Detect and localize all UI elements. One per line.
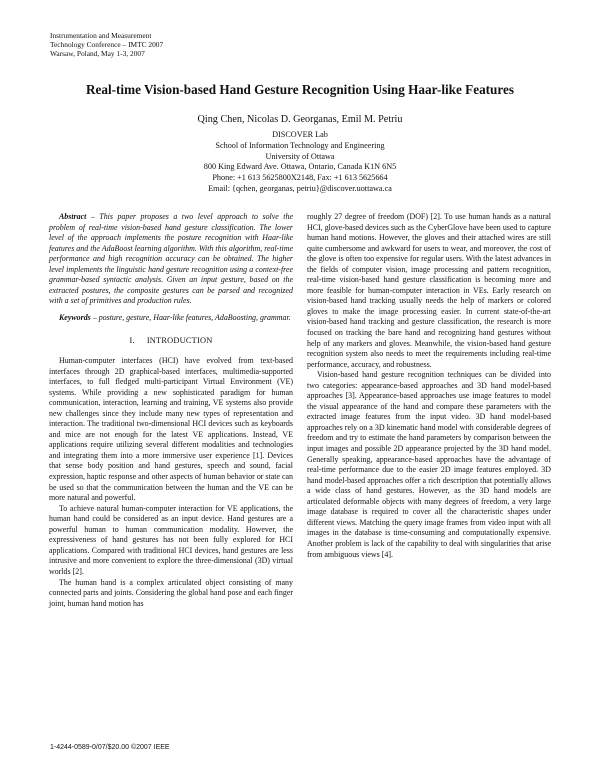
email: Email: {qchen, georganas, petriu}@discover.uottawa.ca xyxy=(208,183,392,193)
conference-line: Instrumentation and Measurement xyxy=(50,31,152,40)
keywords xyxy=(49,313,293,324)
keywords-label: Keywords xyxy=(59,312,91,322)
keywords-text: – posture, gesture, Haar-like features, AdaBoosting, grammar. xyxy=(90,312,291,322)
authors: Qing Chen, Nicolas D. Georganas, Emil M. Petriu xyxy=(197,114,403,125)
paragraph: To achieve natural human-computer interaction for VE applications, the human hand could be considered as an input device. Hand gestures are a powerful human to human communication modality. However, the expressiveness of hand gestures has not been fully explored for HCI applications. Compared with traditional HCI devices, hand gestures are less intrusive and more convenient to explore the three-dimensional (3D) virtual worlds [2]. xyxy=(49,503,293,576)
lab-name: DISCOVER Lab xyxy=(272,130,328,139)
abstract-text: – This paper proposes a two level approach to solve the problem of real-time vision-based hand gesture classification. The lower level of the approach implements the posture recognition with Haar-like features and the AdaBoost learning algorithm. With this algorithm, real-time performance and high recognition accuracy can be obtained. The higher level implements the linguistic hand gesture recognition using a context-free grammar-based syntactic analysis. Given an input gesture, based on the extracted postures, the composite gestures can be parsed and recognized with a set of primitives and production rules. xyxy=(49,212,293,306)
paragraph: roughly 27 degree of freedom (DOF) [2]. To use human hands as a natural HCI, glove-based devices such as the CyberGlove have been used to capture human hand motions. However, the gloves and their attached wires are still quite cumbersome and awkward for users to wear, and moreover, the cost of the glove is often too expensive for regular users. With the latest advances in the fields of computer vision, image processing and pattern recognition, real-time vision-based hand gesture classification is becoming more and more feasible for human-computer interaction in VEs. Early research on vision-based hand tracking usually needs the help of markers or colored gloves to make the image processing easier. In current state-of-the-art vision-based hand tracking and gesture classification, the research is more focused on tracking the bare hand and recognizing hand gestures without help of any markers and gloves. Meanwhile, the vision-based hand gesture recognition system also needs to meet the requirements including real-time performance, accuracy, and robustness. xyxy=(307,212,551,369)
copyright-footer: 1-4244-0589-0/07/$20.00 ©2007 IEEE xyxy=(50,744,170,751)
school-name: School of Information Technology and Engineering xyxy=(215,140,385,150)
paragraph: The human hand is a complex articulated object consisting of many connected parts and joints. Considering the global hand pose and each finger joint, human hand motion has xyxy=(49,577,293,608)
left-column xyxy=(49,212,293,609)
abstract-label: Abstract xyxy=(59,212,87,221)
conference-info xyxy=(50,31,163,58)
address: 800 King Edward Ave. Ottawa, Ontario, Canada K1N 6N5 xyxy=(203,162,397,172)
section-number: I. xyxy=(129,336,135,346)
conference-line: Technology Conference – IMTC 2007 xyxy=(50,40,164,49)
paragraph: Human-computer interfaces (HCI) have evolved from text-based interfaces through 2D graphical-based interfaces, multimedia-supported interfaces, to full fledged multi-participant Virtual Environment (VE) systems. While providing a new sophisticated paradigm for human communication, interaction, learning and training, VE systems also provide new challenges since they include many new types of representation and interaction. The traditional two-dimensional HCI devices such as keyboards and mice are not enough for the latest VE applications. Instead, VE applications require utilizing several different modalities and technologies and integrating them into a more immersive user experience [1]. Devices that sense body position and hand gestures, speech and sound, facial expression, haptic response and other aspects of human behavior or state can be used so that the communication between the human and the VE can be more natural and powerful. xyxy=(49,356,293,503)
section-heading xyxy=(49,336,293,347)
right-column xyxy=(307,212,551,560)
university-name: University of Ottawa xyxy=(265,151,335,161)
abstract xyxy=(49,212,293,307)
affiliation xyxy=(40,130,560,195)
phone-fax: Phone: +1 613 5625800X2148, Fax: +1 613 5625664 xyxy=(212,173,388,183)
conference-line: Warsaw, Poland, May 1-3, 2007 xyxy=(50,49,145,58)
section-title: INTRODUCTION xyxy=(146,336,213,346)
paper-title: Real-time Vision-based Hand Gesture Recognition Using Haar-like Features xyxy=(86,82,514,97)
paragraph: Vision-based hand gesture recognition techniques can be divided into two categories: appearance-based approaches and 3D hand model-based approaches [3]. Appearance-based approaches use image features to model the visual appearance of the hand and compare these parameters with the extracted image features from the input video. 3D hand model-based approaches rely on a 3D kinematic hand model with considerable degrees of freedom and try to estimate the hand parameters by comparison between the input images and possible 2D appearance projected by the 3D hand model. Generally speaking, appearance-based approaches have the advantage of real-time performance due to the easier 2D image features employed. 3D hand model-based approaches offer a rich description that potentially allows a wide class of hand gestures. However, as the 3D hand models are articulated deformable objects with many degrees of freedom, a very large image database is required to cover all the characteristic shapes under different views. Matching the query image frames from video input with all images in the database is time-consuming and computationally expensive. Another problem is lack of the capability to deal with singularities that arise from ambiguous views [4]. xyxy=(307,370,551,559)
